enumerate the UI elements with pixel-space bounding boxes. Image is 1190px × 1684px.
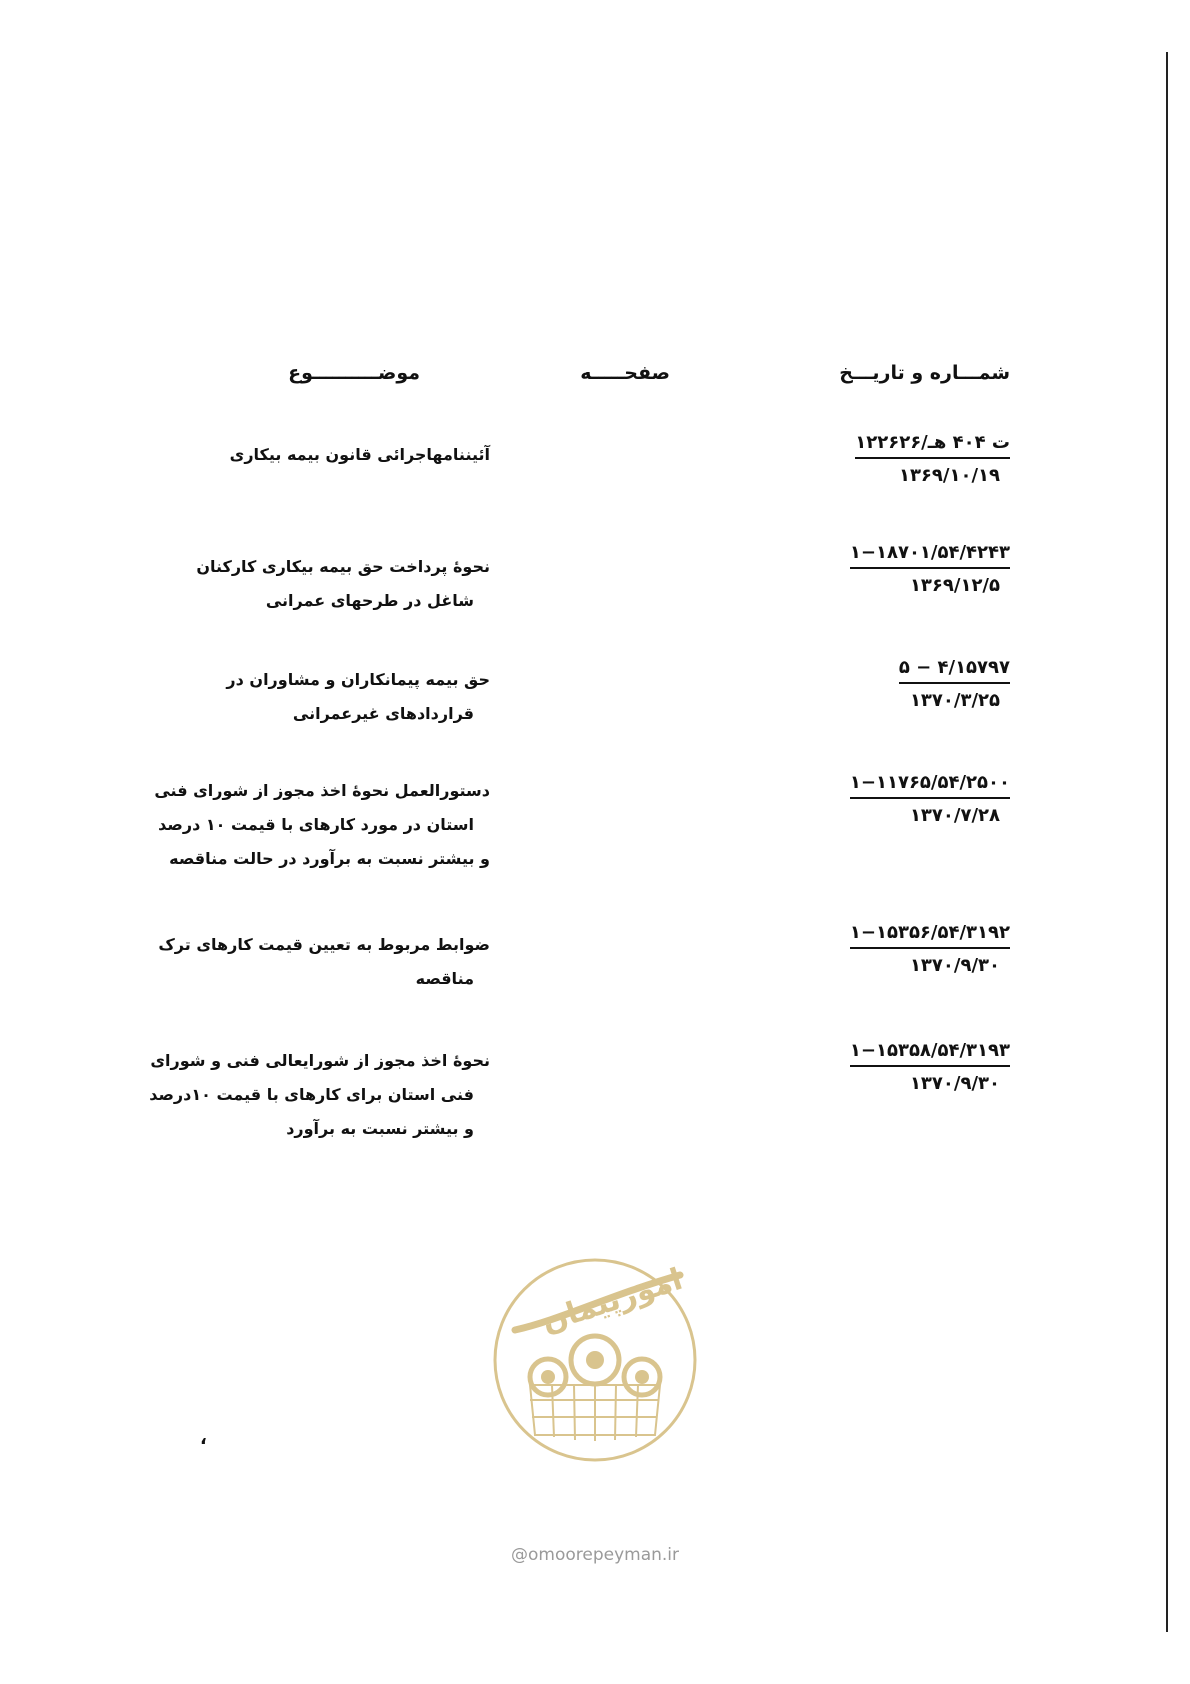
entry-subject: [150, 438, 490, 472]
entry-number-block: [810, 657, 1010, 711]
entry-date: ۱۳۷۰/۳/۲۵: [909, 690, 1000, 711]
entry-number-block: [810, 772, 1010, 826]
subject-line: ضوابط مربوط به تعیین قیمت کارهای ترک: [158, 935, 490, 954]
subject-line: قراردادهای غیرعمرانی: [292, 704, 474, 723]
entry-number: ۱−۱۱۷۶۵/۵۴/۲۵۰۰: [850, 772, 1010, 799]
entry-number-block: [810, 922, 1010, 976]
entry-date: ۱۳۷۰/۹/۳۰: [909, 955, 1000, 976]
subject-line: حق بیمه پیمانکاران و مشاوران در: [226, 670, 490, 689]
entry-subject: [150, 550, 490, 618]
entry-date: ۱۳۶۹/۱۰/۱۹: [898, 465, 1000, 486]
subject-line: استان در مورد کارهای با قیمت ۱۰ درصد: [158, 815, 474, 834]
entry-date: ۱۳۷۰/۹/۳۰: [909, 1073, 1000, 1094]
entry-number: ۵ − ۴/۱۵۷۹۷: [899, 657, 1010, 684]
subject-line: نحوه‌ٔ پرداخت حق بیمه بیکاری کارکنان: [196, 557, 490, 576]
margin-rule: [1166, 52, 1168, 1632]
entry-subject: [150, 928, 490, 996]
subject-line: و بیشتر نسبت به برآورد در حالت مناقصه: [169, 849, 490, 868]
entry-date: ۱۳۶۹/۱۲/۵: [909, 575, 1000, 596]
stray-mark: ،: [200, 1428, 207, 1449]
entry-number: ۱−۱۵۳۵۸/۵۴/۳۱۹۳: [850, 1040, 1010, 1067]
subject-line: دستورالعمل نحوه‌ٔ اخذ مجوز از شورای فنی: [154, 781, 490, 800]
subject-line: مناقصه: [415, 969, 474, 988]
logo-text: امورپیمان: [537, 1261, 687, 1341]
entry-number-block: [810, 432, 1010, 486]
subject-line: نحوه‌ٔ اخذ مجوز از شورایعالی فنی و شورای: [150, 1051, 490, 1070]
entry-number: ۱۲۲۶۲۶/ت ۴۰۴ هـ: [855, 432, 1010, 459]
header-number-date: شمـــاره و تاریـــخ: [839, 362, 1010, 384]
entry-date: ۱۳۷۰/۷/۲۸: [909, 805, 1000, 826]
watermark-url: @omoorepeyman.ir: [510, 1545, 680, 1565]
subject-line: و بیشتر نسبت به برآورد: [286, 1119, 474, 1138]
subject-line: فنی استان برای کارهای با قیمت ۱۰درصد: [149, 1085, 474, 1104]
entry-number: ۱−۱۸۷۰۱/۵۴/۴۲۴۳: [850, 542, 1010, 569]
entry-number-block: [810, 1040, 1010, 1094]
header-subject: موضــــــــــوع: [288, 362, 420, 384]
entry-subject: [150, 1044, 490, 1146]
entry-number-block: [810, 542, 1010, 596]
entry-subject: [150, 774, 490, 876]
header-page: صفحـــــه: [580, 362, 670, 384]
omoorepeyman-logo-icon: [490, 1255, 700, 1465]
subject-line: آئیننامهاجرائی قانون بیمه بیکاری: [229, 445, 490, 464]
subject-line: شاغل در طرحهای عمرانی: [265, 591, 474, 610]
entry-subject: [150, 663, 490, 731]
entry-number: ۱−۱۵۳۵۶/۵۴/۳۱۹۲: [850, 922, 1010, 949]
